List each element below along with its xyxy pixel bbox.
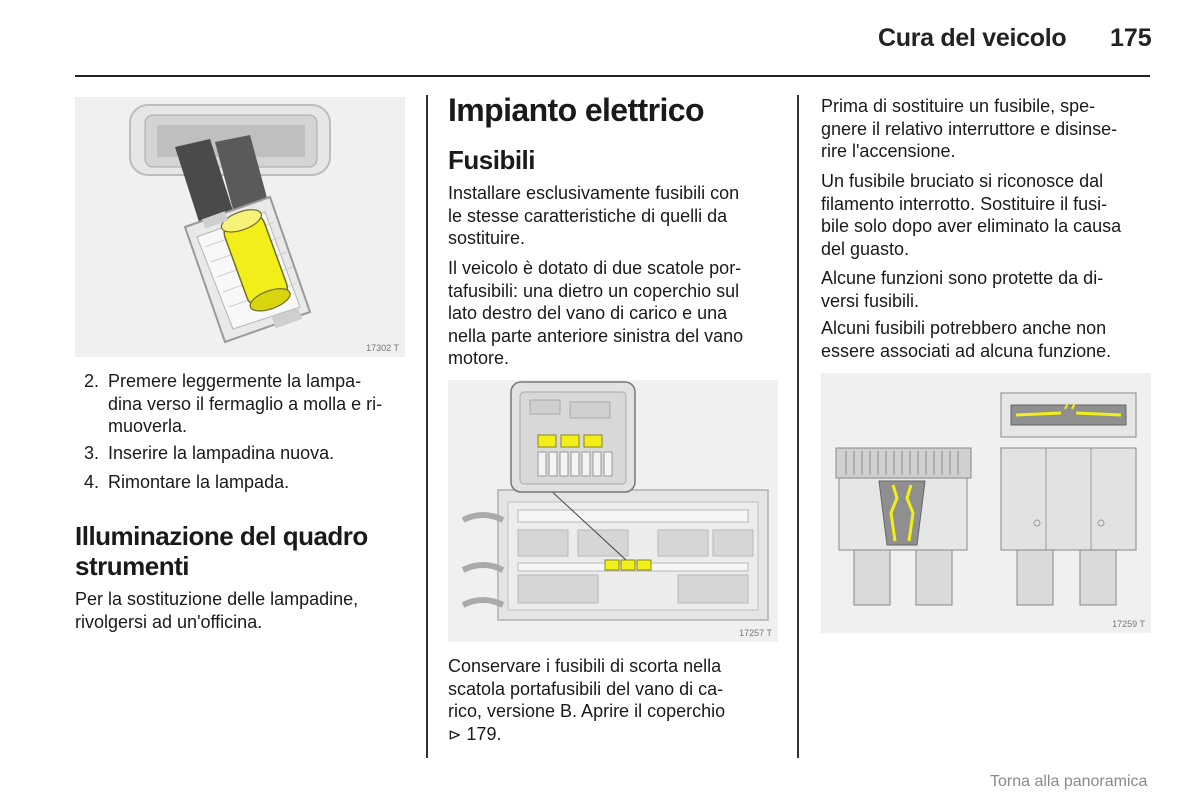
text-line: Il veicolo è dotato di due scatole por- <box>448 258 742 278</box>
text-line: rico, versione B. Aprire il coperchio <box>448 701 726 721</box>
step-list <box>84 370 414 500</box>
step-line: Inserire la lampadina nuova. <box>108 443 335 463</box>
text-line: Un fusibile bruciato si riconosce dal <box>821 171 1104 191</box>
paragraph <box>448 655 788 747</box>
step-line: Premere leggermente la lampa- <box>108 371 362 391</box>
back-to-overview-link[interactable]: Torna alla panoramica <box>990 773 1148 790</box>
page-number: 175 <box>1110 24 1152 52</box>
text-line: nella parte anteriore sinistra del vano <box>448 325 744 346</box>
header-divider <box>75 75 1150 77</box>
text-line: Installare esclusivamente fusibili con <box>448 183 740 203</box>
page-reference-arrow-icon: ⊳ <box>448 726 462 744</box>
step-text <box>108 442 408 465</box>
text-line <box>448 723 788 748</box>
text-line: motore. <box>448 348 510 368</box>
lamp-figure <box>75 97 405 357</box>
text-line: le stesse caratteristiche di quelli da <box>448 205 728 226</box>
text-line: lato destro del vano di carico e una <box>448 303 728 323</box>
heading-line: Illuminazione del quadro <box>75 521 368 551</box>
section-title: Cura del veicolo <box>878 24 1067 52</box>
text-line: scatola portafusibili del vano di ca- <box>448 678 724 699</box>
paragraph <box>448 257 788 370</box>
paragraph <box>821 170 1161 260</box>
text-line: Alcuni fusibili potrebbero anche non <box>821 318 1107 338</box>
page-reference-link[interactable]: 179. <box>466 723 502 744</box>
fusebox-illustration <box>448 380 778 642</box>
figure-code: 17302 T <box>366 343 399 353</box>
step-text <box>108 370 408 438</box>
column-divider-left <box>426 95 428 758</box>
step-line: Rimontare la lampada. <box>108 472 290 492</box>
step-text <box>108 471 408 494</box>
chapter-heading: Impianto elettrico <box>448 92 704 128</box>
paragraph <box>75 588 420 633</box>
text-line: sostituire. <box>448 228 526 248</box>
step-line: muoverla. <box>108 416 188 436</box>
section-heading <box>75 521 420 581</box>
text-line: bile solo dopo aver eliminato la causa <box>821 216 1122 236</box>
paragraph <box>821 267 1161 312</box>
step-number: 2. <box>84 371 100 391</box>
paragraph <box>821 317 1161 362</box>
fusebox-figure <box>448 380 778 642</box>
text-line: rivolgersi ad un'officina. <box>75 611 263 632</box>
text-line: del guasto. <box>821 238 910 259</box>
heading-line: strumenti <box>75 551 189 581</box>
text-line: essere associati ad alcuna funzione. <box>821 340 1112 361</box>
paragraph <box>448 182 788 250</box>
blade-fuse-illustration <box>821 373 1151 633</box>
section-heading: Fusibili <box>448 145 535 175</box>
lamp-illustration <box>75 97 405 357</box>
text-line: gnere il relativo interruttore e disinse- <box>821 118 1118 139</box>
step-number: 3. <box>84 443 100 463</box>
step-line: dina verso il fermaglio a molla e ri- <box>108 393 383 414</box>
text-line: filamento interrotto. Sostituire il fusi- <box>821 193 1108 214</box>
column-divider-right <box>797 95 799 758</box>
text-line: Alcune funzioni sono protette da di- <box>821 268 1104 288</box>
figure-code: 17259 T <box>1112 619 1145 629</box>
blade-fuse-figure <box>821 373 1151 633</box>
figure-code: 17257 T <box>739 628 772 638</box>
paragraph <box>821 95 1161 163</box>
text-line: versi fusibili. <box>821 290 920 311</box>
text-line: rire l'accensione. <box>821 141 956 161</box>
text-line: Prima di sostituire un fusibile, spe- <box>821 96 1096 116</box>
text-line: Conservare i fusibili di scorta nella <box>448 656 722 676</box>
text-line: Per la sostituzione delle lampadine, <box>75 589 359 609</box>
step-number: 4. <box>84 472 100 492</box>
text-line: tafusibili: una dietro un coperchio sul <box>448 280 740 301</box>
